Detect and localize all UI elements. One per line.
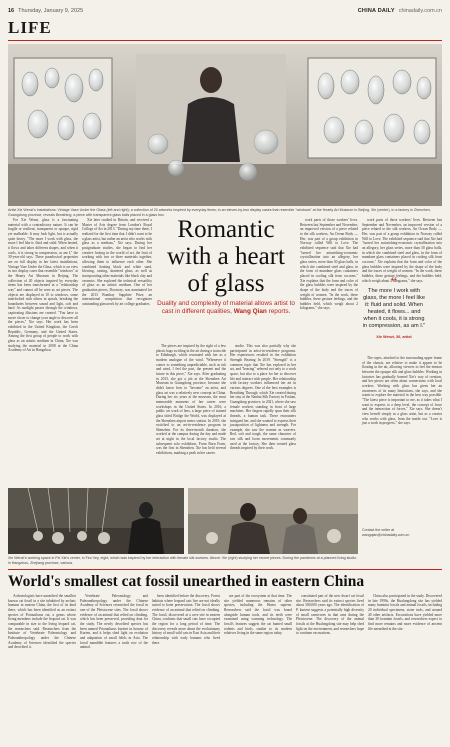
- fossil-paragraph: been identified before the discovery. Forest habitats where leopard cats live are not ideally suited to bone preservation. The fossil shows evidence of an animal that relied on climbing. The fossil, discovered at a cave site in eastern China, confirms that small cats have occupied the region for a long period of time. The discovery reveals more about the evolutionary history of small wild cats in East Asia and their relationship with early humans who lived there.: [152, 594, 220, 645]
- fossil-paragraph: China also participated in the study. Discovered in late 1990s, the Hualongdong site has yielded many hominin fossils and animal fossils, including 20 individual specimens, stone tools, and around 40 other artifacts. Excavations have yielded more than 30 hominin fossils, and researchers expect to find more remains and more evidence of ancient life unearthed at the site.: [368, 594, 442, 631]
- article-paragraph: studio. This was also partially why she participated in artist-in-residence programs. Her experiences resulted in the exhibition Strength Bearing In 2019. "Strength" is a common topic that Xie has explored in her art, and "bearing" referred not only to a work space, but also to a place for her to discover life and interact with people. Her relationship with factory workers influenced her art in various degrees. One of the best examples is Breathing Through, which Xie created during her stay at the Nanhai Silk Factory in Foshan, Guangdong province, in 2021, where she saw female workers standing in front of large machines. Her fingers rapidly spun their silk threads, a human task. These encounters intrigued her, and she wanted to express their juxtaposition of lightness and strength. For example, she saw the women as weavers. Red, soft and tough, the same character of raw silk and loom movements commonly used at the factory. She then created glass threads inspired by their work.: [230, 344, 296, 451]
- deck-author: Wang Qian: [233, 308, 267, 316]
- section-title: LIFE: [8, 18, 52, 37]
- article-column-4a: [230, 344, 296, 484]
- section-rule: [8, 40, 442, 41]
- fossil-column-6: [368, 594, 442, 742]
- top-photo: [8, 44, 442, 206]
- deck-text: Duality and complexity of material allows artist to cast in different qualities,: [157, 300, 295, 316]
- fossil-column-2: [80, 594, 148, 742]
- top-photo-caption: Artist Xie Wenzi's installations: Vintage Vase Under the Glass (left and right); a collection of 20 artworks inspired by everyday items; in an eleven-by-two display cases that resemble "windows" at the Hearty Art Museum in Beijing. Xie (center), in a factory in Zhenzhen, Guangdong province, reveals Breathing, a piece with transparent glass balls placed in a glass box.: [8, 208, 431, 217]
- fossil-paragraph: Vertebrate Paleontology and Paleoanthropology under the Chinese Academy of Sciences researched the fossil in one of the Pleistocene sites. The fossil shows evidence of an animal that relied on climbing, which has been preserved, providing data for the study. The newly described species has been named Prionailurus kurteni in honour of Kurten, and it helps shed light on evolution and adaptation of small felids in Asia. The fossil mandible features a tooth row of the animal.: [80, 594, 148, 650]
- page-header: [8, 6, 442, 16]
- website-link[interactable]: chinadaily.com.cn: [398, 8, 442, 14]
- fossil-paragraph: constituted part of the new dwarf cat fossil site. Researchers said its extinct species lived about 300,000 years ago. The identification of P. kurteni suggests a potentially high diversity of small carnivores in that area during the Pleistocene. The discovery of the animal fossils at the Hualongdong site may help shed light on the environment, and researchers hope to continue excavations.: [296, 594, 364, 636]
- fossil-headline: World's smallest cat fossil unearthed in eastern China: [8, 573, 365, 590]
- article-paragraph: work parts of those workers' lives. Between last September and November, an improved version of a piece related to the silk workers, An Ocean Body — Her, was part of a group exhibition in Norway called Will to Love. The exhibited sequence said that Xie had "turned her astonishing-economic crystallization into an allegory, her glass series, more than 30 glass balls, in which she combined steel and glass, in the form of mundane glass containers placed in cooling silk from cocoons." Xie explains that the form and color of the glass bubbles were inspired by the shape of the body and the traces of weight of women. "In the work, these bubbles, these gesture feelings, and the bubbles held, which weigh about 2 kilograms," she says.: [300, 218, 358, 311]
- article-paragraph: The ropes, attached to the surrounding upper frame of the chassis, are relative to make it appear to be floating in the air, allowing viewers to feel the tension between the opaque silk and glass bubbles. Working in factories has gradually formed Xie's way of creation, and her pieces are often about connections with local workers. Working with glass has given her an awareness of its many limitations, she says, and she wants to explore the material in the best way possible. "The latest piece is important to me, as it takes what I want to express to a deep level, the concept of force and the interaction of forces," Xie says. She doesn't view herself simply as a glass artist, but as a creator who works with glass, from the inside out. "Love is just a work in progress," she says.: [362, 356, 442, 426]
- fossil-column-1: [8, 594, 76, 742]
- article-column-5-top: [362, 218, 442, 283]
- fossil-column-4: [224, 594, 292, 742]
- bottom-photo-caption: Xie Wenzi's working space in Fei Xie's center, in Feo Vey, eight, which was inspired by her interaction with female silk workers. Above: Xie (right) studying her recent pieces. During the pandemic at a planned living studio in Hangzhou, Zhejiang province, various.: [8, 556, 357, 565]
- bottom-photo-left: [8, 488, 184, 554]
- pull-quote-text: The more I work with glass, the more I feel like it: fluid and solid. When heated, it flows... and when it cools, it is strong in compression, as am I.": [362, 288, 426, 329]
- fossil-column-5: [296, 594, 364, 742]
- article-paragraph: For Xie Wenzi, glass is a fascinating material with a contradictory nature. It can be fragile or resilient, transparent or opaque, rigid yet malleable. It may look light, but is actually quite heavy. "The more I work with glass, the more I feel like it: fluid and solid. When heated, it flows and takes different shapes, and when it cools, it is strong in compression, as am I," the 30-year-old says. These paradoxical properties are on full display in her latest installations, Vintage Vase Under the Glass, which is on view in two display cases that resemble "windows" at the Hearty Art Museum in Beijing. The collection of 20 objects inspired by everyday items has been transformed in a "relationship way" and cannot all be seen as art pieces. The objects are displayed in 10 to windows, some interlocked with others in spirals, breaking the boundaries between sound and light, soft and hard. As sunlight passes through the windows, captivating illusions are created. "You have to move closer to change your angle to discover all the pieces," Xie says. Her work has been exhibited in the United Kingdom, the Czech Republic, Germany, and the United States. Among the first group of people to work with glass as an artistic medium in China, Xie was studying the material in 2008 at the China Academy of Art in Hangzhou.: [8, 218, 78, 353]
- article-paragraph: The pieces are inspired by the sight of a few plastic bags swirling in the air during a train ride to Edinburgh, which resonated with her as a modern analogue of the wind. "Whenever it comes to something unpredictable, such as ink and wind, I feel the past, the present and the future in this piece," Xie says. After graduating in 2013, she got a job at the Shenzhen Art Museum in Guangdong province, because she didn't know how to "become" an artist, and glass art was a relatively new concept in China. During her six years at the museum, the most memorable moments of her career were workshops in the United States. In 2016, a public art work of hers, a large piece of stained glass titled Bridge the World, was displayed at the Shenzhen airport metro station. In 2019, she switched to an art-in-residence program in Shenzhen. For its three-month duration, she worked at the campus during the day and made art at night in the local factory studio. The subsequent solo exhibition, Form Born Form, was the first in Shenzhen. Xie has held several exhibitions, marking a peak in her career.: [156, 344, 226, 456]
- page-number: 16: [8, 8, 15, 14]
- fossil-column-3: [152, 594, 220, 742]
- newspaper-brand: CHINA DAILY: [357, 8, 395, 14]
- deck: [156, 300, 296, 316]
- article-column-3: [156, 344, 226, 484]
- fossil-paragraph: are part of the ecosystem at that time. The site yielded numerous remains of other species, including the Homo sapiens. Researchers said the fossil was found alongside human tools, and its teeth were examined using scanning technology. The fossil's features suggest the cat hunted small rodents and birds, similar to its modern relatives living in the same region today.: [224, 594, 292, 636]
- quote-mark-icon: “: [390, 275, 398, 290]
- article-column-6: [362, 356, 442, 524]
- fossil-paragraph: Archaeologists have unearthed the smallest known cat fossil in a site inhabited by archaic humans in eastern China, the first of its kind there, which has been identified as an extinct species of Prionailurus cat, a genus whose living members include the leopard cat. It was comparable in size to the living leopard cat, the researchers said. Researchers from the Institute of Vertebrate Paleontology and Paleoanthropology under the Chinese Academy of Sciences identified the species and described it.: [8, 594, 76, 650]
- headline: Romantic with a heart of glass: [166, 216, 285, 297]
- bottom-photo-right: [188, 488, 358, 554]
- story-divider: [8, 569, 442, 570]
- pull-quote: [362, 275, 426, 341]
- pull-quote-attribution: Xie Wenzi, 30, artist: [376, 335, 412, 339]
- writer-contact[interactable]: Contact the writer at wangqian@chinadaily.com.cn: [362, 528, 410, 537]
- deck-end: reports.: [268, 308, 291, 316]
- article-column-2: [82, 218, 152, 484]
- issue-date: Thursday, January 9, 2025: [18, 8, 84, 14]
- article-column-4: [300, 218, 358, 484]
- article-paragraph: work parts of those workers' lives. Between last September and November, an improved version of a piece related to the silk workers, An Ocean Body — Her, was part of a group exhibition in Norway called Will to Love. The exhibited sequence said that Xie had "turned her astonishing-economic crystallization into an allegory, her glass series, more than 30 glass balls, in which she combined steel and glass, in the form of mundane glass containers placed in cooling silk from cocoons." Xie explains that the form and color of the glass bubbles were inspired by the shape of the body and the traces of weight of women. "In the work, these bubbles, these gesture feelings, and the bubbles held, which weigh about 2 kilograms," she says.: [362, 218, 442, 283]
- article-paragraph: Xie later studied in Britain, and received a Master of Arts degree from London's Royal College of Art in 2013. "During my time there, I realized for the first time that I didn't want to be a glass artist, but rather an artist who works with glass as a medium," Xie says. During her postgraduate studies, she began to find her creative footing in the world of art, the fruit of working with two or three materials together, allowing them to influence each other. She combined heating black and white sand, blowing, casting, shattered glass, as well as incorporating other materials like black clay and ceramics. She explored the technical versatility of glass as an artistic medium. One of her graduation pieces, Doorway, was nominated for the 2013 Bombay Sapphire Prize, an international competition that recognizes outstanding glasswork by art college graduates.: [82, 218, 152, 306]
